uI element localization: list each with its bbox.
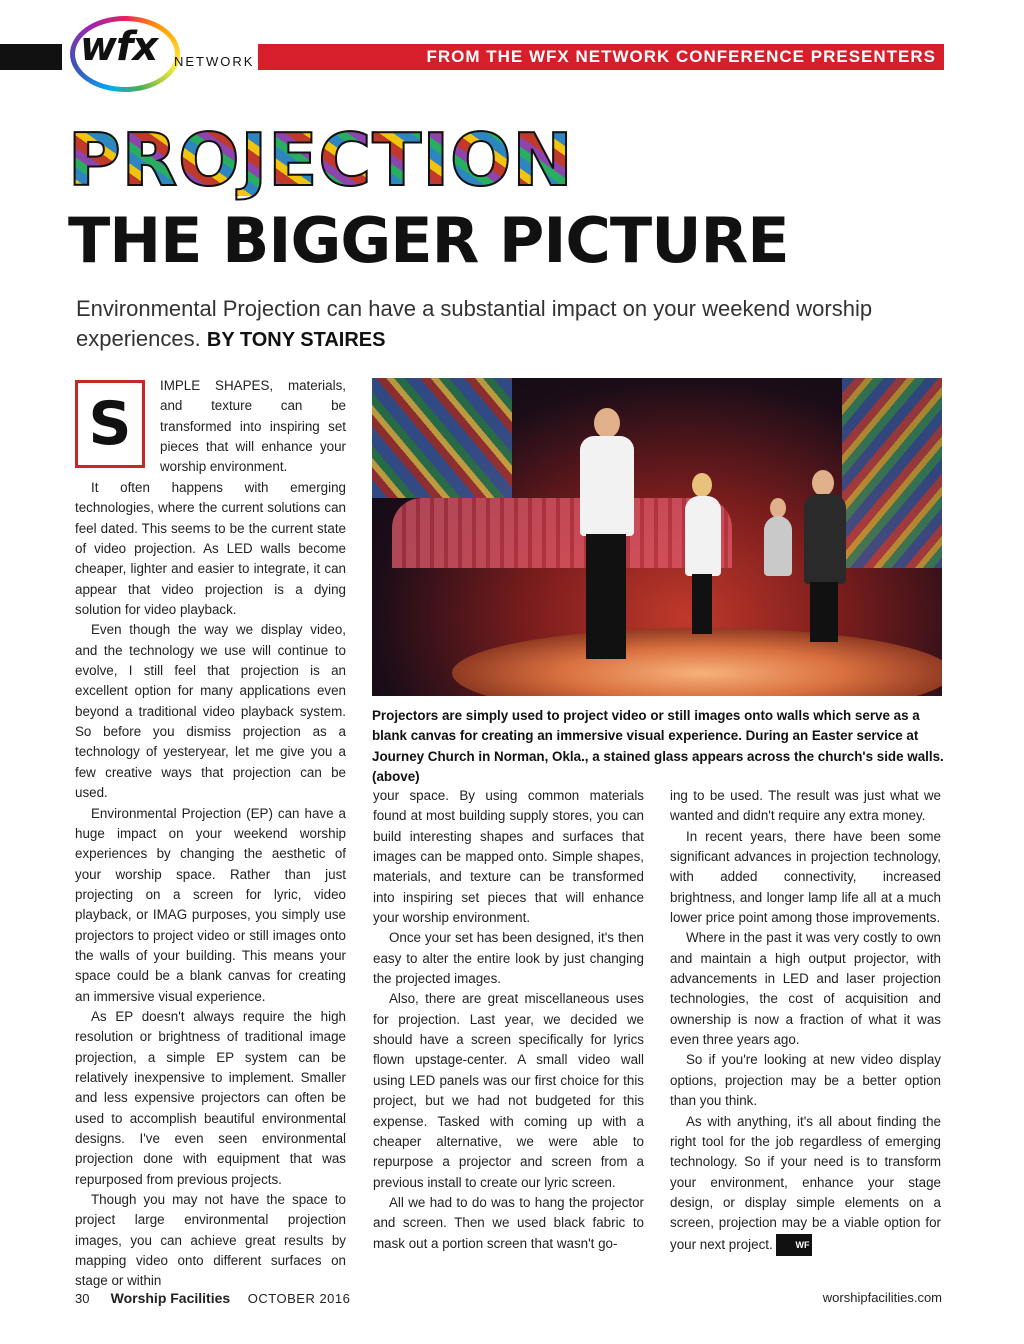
stained-glass-right <box>842 378 942 568</box>
column-1 <box>75 478 346 1292</box>
paragraph: As EP doesn't always require the high resolution or brightness of traditional image projection, a simple EP system can be relatively inexpensive to implement. Smaller and less expensive projectors can often be used to accomplish beautiful environmental designs. I've even seen environmental projection done with equipment that was repurposed from previous projects. <box>75 1008 346 1187</box>
header-black-bar <box>0 44 62 70</box>
worship-stage-photo <box>372 378 942 696</box>
column-3 <box>670 786 941 1256</box>
singer-2 <box>685 496 721 576</box>
singer-1-legs <box>586 534 626 659</box>
choir <box>392 498 732 568</box>
headline-subtitle: THE BIGGER PICTURE <box>68 204 789 277</box>
paragraph: Even though the way we display video, and the technology we use will continue to evolve, I still feel that projection is an excellent option for many applications even beyond a traditional video playback system. So before you dismiss projection as a technology of yesteryear, let me give you a few creative ways that projection can be used. <box>75 622 346 801</box>
drop-cap: S <box>75 380 145 468</box>
end-mark-icon: WF <box>776 1234 812 1256</box>
paragraph: All we had to do was to hang the projector and screen. Then we used black fabric to mask out a portion screen that wasn't go- <box>373 1194 644 1251</box>
deck-text: Environmental Projection can have a substantial impact on your weekend worship experiences. <box>76 296 873 351</box>
paragraph: Also, there are great miscellaneous uses for projection. Last year, we decided we should have a screen specifically for lyrics flown upstage-center. A small video wall using LED panels was our first choice for this project, but we had not budgeted for this expense. Tasked with coming up with a cheaper alternative, we were able to repurpose a projector and screen from a previous install to create our lyric screen. <box>373 991 644 1190</box>
singer-head <box>692 473 712 497</box>
paragraph: So if you're looking at new video display options, projection may be a better option than you think. <box>670 1052 941 1109</box>
paragraph: It often happens with emerging technologies, where the current solutions can feel dated. This seems to be the current state of video projection. As LED walls become cheaper, lighter and easier to integrate, it can appear that video projection is a dying solution for video playback. <box>75 480 346 618</box>
guitarist-head <box>812 470 834 496</box>
wfx-network-logo[interactable] <box>70 16 255 86</box>
guitarist <box>804 494 846 584</box>
singer-head <box>770 498 786 518</box>
header-banner: FROM THE WFX NETWORK CONFERENCE PRESENTERS <box>258 44 944 70</box>
singer-3 <box>764 516 792 576</box>
article-deck <box>76 294 876 355</box>
paragraph: Though you may not have the space to project large environmental projection images, you can achieve great results by mapping video onto different surfaces on stage or within <box>75 1192 346 1289</box>
paragraph: In recent years, there have been some significant advances in projection technology, with added connectivity, increased brightness, and longer lamp life all at a much lower price point among those improvements. <box>670 828 941 926</box>
paragraph: ing to be used. The result was just what we wanted and didn't require any extra money. <box>670 788 941 824</box>
photo-caption: Projectors are simply used to project video or still images onto walls which serve as a blank canvas for creating an immersive visual experience. During an Easter service at Journey Church in Norman, Okla., a stained glass appears across the church's side walls. (above) <box>372 708 944 785</box>
page-footer <box>75 1290 942 1306</box>
guitarist-legs <box>810 582 838 642</box>
stained-glass-left <box>372 378 512 498</box>
paragraph-final <box>670 1112 941 1256</box>
issue-date: OCTOBER 2016 <box>247 1291 351 1306</box>
paragraph: Once your set has been designed, it's then easy to alter the entire look by just changing the projected images. <box>373 930 644 987</box>
publication-name: Worship Facilities <box>110 1290 231 1306</box>
column-2 <box>373 786 644 1254</box>
page-number: 30 <box>75 1291 90 1306</box>
logo-wordmark: wfx <box>80 24 158 70</box>
logo-network-label: NETWORK <box>174 54 255 69</box>
singer-head <box>594 408 620 438</box>
paragraph: Where in the past it was very costly to own and maintain a high output projector, with advancements in LED and laser projection technologies, the cost of acquisition and ownership is now a fraction of what it was even three years ago. <box>670 930 941 1048</box>
website-link[interactable]: worshipfacilities.com <box>822 1290 942 1305</box>
paragraph: your space. By using common materials found at most building supply stores, you can build interesting shapes and surfaces that images can be mapped onto. Simple shapes, materials, and texture can be transformed into inspiring set pieces that will enhance your worship environment. <box>373 788 644 926</box>
intro-lead-text: IMPLE SHAPES, materials, and texture can be transformed into inspiring set pieces that will enhance your worship environment. <box>160 378 346 475</box>
byline: BY TONY STAIRES <box>206 329 386 351</box>
singer-2-legs <box>692 574 712 634</box>
paragraph-text: As with anything, it's all about finding the right tool for the job regardless of emerging technology. So if your need is to transform your environment, enhance your stage design, or display simple elements on a screen, projection may be a viable option for your next project. <box>670 1113 941 1252</box>
headline-projection: PROJECTION <box>68 118 574 202</box>
singer-1 <box>580 436 634 536</box>
stage-floor <box>452 628 942 696</box>
paragraph: Environmental Projection (EP) can have a huge impact on your weekend worship experiences by changing the aesthetic of your worship space. Rather than just projecting on a screen for lyric, video playback, or IMAG purposes, you simply use projectors to project video or still images onto the walls of your building. This means your space could be a blank canvas for creating an immersive visual experience. <box>75 805 346 1004</box>
